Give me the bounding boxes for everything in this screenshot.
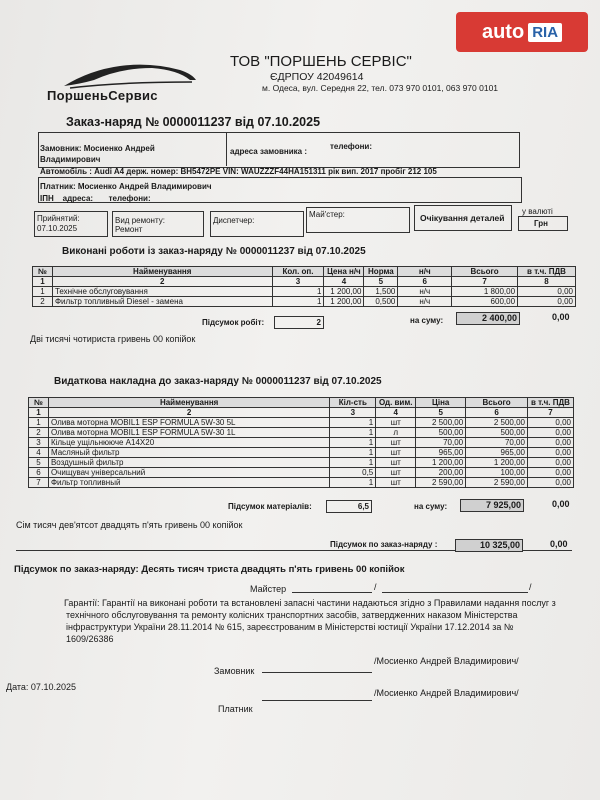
- accepted-date: 07.10.2025: [37, 224, 78, 233]
- works-subtotal-count: 2: [316, 318, 321, 327]
- cell: л: [376, 428, 416, 438]
- repair-type-label: Вид ремонту:: [115, 216, 165, 225]
- company-name: ТОВ "ПОРШЕНЬ СЕРВІС": [230, 53, 412, 70]
- cell: 1: [330, 438, 376, 448]
- grand-total-box: [455, 539, 523, 552]
- table-row: [29, 458, 574, 468]
- works-subtotal-box: [274, 316, 324, 329]
- cell: 7: [29, 478, 49, 488]
- customer-sign-name: /Мосиенко Андрей Владимирович/: [374, 656, 519, 666]
- currency-value: Грн: [534, 219, 548, 228]
- cell: 1: [330, 478, 376, 488]
- cell: 1: [272, 297, 324, 307]
- edrpou-value: 42049614: [316, 71, 364, 83]
- grand-total-vat: 0,00: [550, 539, 568, 549]
- cell: Кільце ущільнююче A14X20: [48, 438, 329, 448]
- status-value: Очікування деталей: [420, 213, 505, 223]
- document-date: Дата: 07.10.2025: [6, 682, 76, 692]
- master-sign-slash-2: /: [529, 582, 532, 592]
- parts-colnum-cell: 5: [416, 408, 466, 418]
- works-header-cell: №: [33, 267, 53, 277]
- cell: 4: [29, 448, 49, 458]
- edrpou-line: [270, 71, 363, 83]
- cell: 2: [29, 428, 49, 438]
- watermark-ria-text: RIA: [528, 23, 562, 42]
- logo-text: ПоршеньСервис: [47, 88, 158, 103]
- payer-sign-name: /Мосиенко Андрей Владимирович/: [374, 688, 519, 698]
- cell: 5: [29, 458, 49, 468]
- cell: 1: [330, 448, 376, 458]
- works-colnum-cell: 2: [52, 277, 272, 287]
- customer-sign-line: [262, 672, 372, 673]
- customer-phones-label: телефони:: [330, 142, 372, 151]
- works-subtotal-label: Підсумок робіт:: [202, 318, 265, 327]
- cell: 0,00: [527, 468, 573, 478]
- cell: 1 200,00: [324, 287, 364, 297]
- table-row: [29, 428, 574, 438]
- ipn-label: ІПН: [40, 194, 54, 203]
- cell: шт: [376, 438, 416, 448]
- cell: 0,00: [527, 418, 573, 428]
- cell: 1: [330, 458, 376, 468]
- works-colnum-cell: 6: [398, 277, 452, 287]
- parts-sum-label: на суму:: [414, 502, 448, 511]
- works-header-cell: Норма: [364, 267, 398, 277]
- works-header-cell: Всього: [452, 267, 518, 277]
- parts-colnum-row: [29, 408, 574, 418]
- cell: 1 200,00: [416, 458, 466, 468]
- customer-label-line: [40, 144, 155, 153]
- parts-header-cell: Од. вим.: [376, 398, 416, 408]
- works-vat-value: 0,00: [552, 312, 570, 322]
- cell: 1,500: [364, 287, 398, 297]
- guarantee-line-4: 1609/26386: [66, 634, 114, 644]
- repair-type-value: Ремонт: [115, 225, 143, 234]
- watermark-auto-text: auto: [481, 20, 525, 43]
- works-colnum-cell: 5: [364, 277, 398, 287]
- master-name-line: [382, 592, 528, 593]
- cell: 0,00: [527, 478, 573, 488]
- customer-name-line2: Владимирович: [40, 155, 101, 164]
- grand-total-words: Підсумок по заказ-наряду: Десять тисяч триста двадцять п'ять гривень 00 копійок: [14, 564, 405, 575]
- works-title: Виконані роботи із заказ-наряду № 0000011237 від 07.10.2025: [62, 246, 366, 257]
- works-colnum-row: [33, 277, 576, 287]
- parts-subtotal-box: [326, 500, 372, 513]
- works-sum-words: Дві тисячі чотириста гривень 00 копійок: [30, 334, 196, 344]
- parts-colnum-cell: 7: [527, 408, 573, 418]
- master-label: Май'стер:: [309, 210, 345, 219]
- payer-sign-line: [262, 700, 372, 701]
- cell: 2 500,00: [466, 418, 528, 428]
- parts-subtotal-label: Підсумок матеріалів:: [228, 502, 312, 511]
- cell: 0,00: [527, 448, 573, 458]
- status-box: [414, 205, 512, 231]
- cell: 500,00: [466, 428, 528, 438]
- table-row: [29, 448, 574, 458]
- car-line: Автомобіль : Audi A4 держ. номер: BH5472PE VIN: WAUZZZF44HA151311 рік вип. 2017 пробіг 212 105: [40, 167, 437, 176]
- cell: 1 200,00: [324, 297, 364, 307]
- customer-name-line1: Мосиенко Андрей: [83, 144, 155, 153]
- cell: Воздушный фильтр: [48, 458, 329, 468]
- parts-header-cell: Ціна: [416, 398, 466, 408]
- parts-header-cell: Найменування: [48, 398, 329, 408]
- cell: 500,00: [416, 428, 466, 438]
- parts-title: Видаткова накладна до заказ-наряду № 0000011237 від 07.10.2025: [54, 376, 382, 387]
- cell: 0,00: [518, 297, 576, 307]
- cell: Фильтр топливный Diesel - замена: [52, 297, 272, 307]
- cell: 2 590,00: [466, 478, 528, 488]
- cell: 1 800,00: [452, 287, 518, 297]
- works-colnum-cell: 4: [324, 277, 364, 287]
- parts-sum-words: Сім тисяч дев'ятсот двадцять п'ять гривень 00 копійок: [16, 520, 243, 530]
- table-row: [29, 438, 574, 448]
- payer-line: Платник: Мосиенко Андрей Владимирович: [40, 182, 212, 191]
- works-sum-label: на суму:: [410, 316, 444, 325]
- cell: шт: [376, 468, 416, 478]
- cell: Технічне обслуговування: [52, 287, 272, 297]
- table-row: [33, 297, 576, 307]
- table-row: [29, 468, 574, 478]
- ipn-line: [40, 194, 151, 203]
- table-row: [33, 287, 576, 297]
- cell: н/ч: [398, 287, 452, 297]
- grand-total-value: 10 325,00: [479, 540, 520, 550]
- parts-colnum-cell: 6: [466, 408, 528, 418]
- cell: 0,500: [364, 297, 398, 307]
- cell: 965,00: [466, 448, 528, 458]
- table-row: [29, 478, 574, 488]
- guarantee-line-1: Гарантії: Гарантії на виконані роботи та встановлені запасні частини надаються згідно з Правилами надання послуг з: [64, 598, 556, 608]
- cell: Фильтр топливный: [48, 478, 329, 488]
- grand-total-label: Підсумок по заказ-наряду :: [330, 540, 438, 549]
- payer-sign-label: Платник: [218, 704, 253, 714]
- customer-divider: [226, 132, 227, 166]
- master-sign-line: [292, 592, 372, 593]
- cell: 1: [29, 418, 49, 428]
- cell: 2 590,00: [416, 478, 466, 488]
- cell: 1: [33, 287, 53, 297]
- cell: 1: [330, 428, 376, 438]
- cell: 200,00: [416, 468, 466, 478]
- cell: 6: [29, 468, 49, 478]
- works-colnum-cell: 8: [518, 277, 576, 287]
- works-header-cell: н/ч: [398, 267, 452, 277]
- parts-sum-value: 7 925,00: [485, 500, 521, 510]
- parts-header-row: [29, 398, 574, 408]
- accepted-box: [34, 211, 108, 237]
- works-header-cell: в т.ч. ПДВ: [518, 267, 576, 277]
- cell: 0,00: [518, 287, 576, 297]
- cell: шт: [376, 458, 416, 468]
- parts-vat-value: 0,00: [552, 499, 570, 509]
- works-sum-box: [456, 312, 520, 325]
- parts-header-cell: Кіл-сть: [330, 398, 376, 408]
- cell: 3: [29, 438, 49, 448]
- currency-box: [518, 216, 568, 231]
- parts-table: [28, 397, 574, 488]
- cell: шт: [376, 478, 416, 488]
- works-header-row: [33, 267, 576, 277]
- cell: 0,00: [527, 438, 573, 448]
- currency-label: у валюті: [522, 207, 553, 216]
- parts-colnum-cell: 3: [330, 408, 376, 418]
- payer-phones-label: телефони:: [108, 194, 151, 203]
- payer-address-label: адреса:: [62, 194, 94, 203]
- parts-subtotal-count: 6,5: [357, 502, 369, 511]
- cell: 100,00: [466, 468, 528, 478]
- cell: 1: [330, 418, 376, 428]
- cell: 70,00: [466, 438, 528, 448]
- dispatcher-label: Диспетчер:: [213, 216, 255, 225]
- customer-address-label: адреса замовника :: [230, 147, 308, 156]
- works-sum-value: 2 400,00: [481, 313, 517, 323]
- cell: 600,00: [452, 297, 518, 307]
- cell: н/ч: [398, 297, 452, 307]
- order-title: Заказ-наряд № 0000011237 від 07.10.2025: [66, 115, 321, 129]
- parts-header-cell: Всього: [466, 398, 528, 408]
- works-header-cell: Цена н/ч: [324, 267, 364, 277]
- parts-header-cell: №: [29, 398, 49, 408]
- edrpou-label: ЄДРПОУ: [270, 71, 314, 83]
- works-colnum-cell: 1: [33, 277, 53, 287]
- parts-colnum-cell: 2: [48, 408, 329, 418]
- cell: 0,00: [527, 458, 573, 468]
- cell: 70,00: [416, 438, 466, 448]
- cell: 1: [272, 287, 324, 297]
- cell: 2: [33, 297, 53, 307]
- cell: 2 500,00: [416, 418, 466, 428]
- cell: Масляный фильтр: [48, 448, 329, 458]
- cell: шт: [376, 418, 416, 428]
- works-colnum-cell: 3: [272, 277, 324, 287]
- parts-colnum-cell: 4: [376, 408, 416, 418]
- works-colnum-cell: 7: [452, 277, 518, 287]
- auto-ria-watermark: [456, 12, 588, 52]
- works-table: [32, 266, 576, 307]
- table-row: [29, 418, 574, 428]
- guarantee-line-3: інфраструктури України 28.11.2014 № 615, зареєстрованим в Міністерстві юстиції України 17.12.2014 за №: [66, 622, 514, 632]
- master-sign-slash-1: /: [374, 582, 377, 592]
- repair-type-box: [112, 211, 204, 237]
- accepted-label: Прийнятий:: [37, 214, 80, 223]
- parts-colnum-cell: 1: [29, 408, 49, 418]
- cell: Очищувач універсальний: [48, 468, 329, 478]
- cell: 965,00: [416, 448, 466, 458]
- parts-sum-box: [460, 499, 524, 512]
- guarantee-line-2: технічного обслуговування та ремонту колісних транспортних засобів, затвердженних наказом Міністерства: [66, 610, 518, 620]
- parts-header-cell: в т.ч. ПДВ: [527, 398, 573, 408]
- cell: 1 200,00: [466, 458, 528, 468]
- cell: Олива моторна MOBIL1 ESP FORMULA 5W-30 5L: [48, 418, 329, 428]
- cell: шт: [376, 448, 416, 458]
- master-box: [306, 207, 410, 233]
- cell: 0,00: [527, 428, 573, 438]
- cell: 0,5: [330, 468, 376, 478]
- company-address: м. Одеса, вул. Середня 22, тел. 073 970 0101, 063 970 0101: [262, 83, 499, 93]
- master-sign-label: Майстер: [250, 584, 287, 594]
- works-header-cell: Найменування: [52, 267, 272, 277]
- dispatcher-box: [210, 211, 304, 237]
- works-header-cell: Кол. оп.: [272, 267, 324, 277]
- customer-sign-label: Замовник: [214, 666, 255, 676]
- cell: Олива моторна MOBIL1 ESP FORMULA 5W-30 1L: [48, 428, 329, 438]
- customer-label: Замовник:: [40, 144, 82, 153]
